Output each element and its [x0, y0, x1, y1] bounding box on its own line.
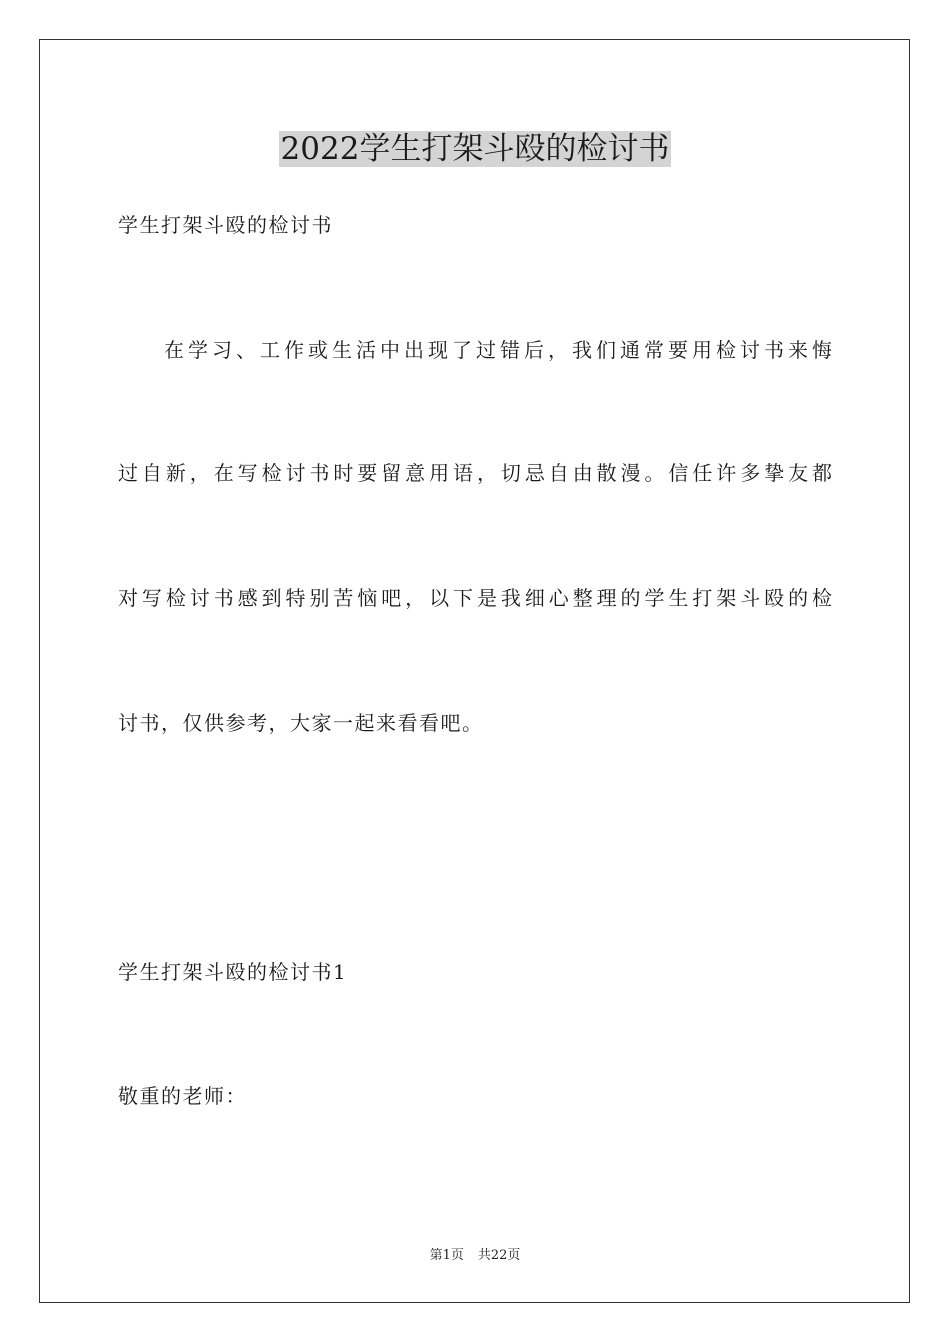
intro-line-3: 对写检讨书感到特别苦恼吧，以下是我细心整理的学生打架斗殴的检: [118, 586, 832, 610]
page-footer: [0, 1246, 950, 1266]
document-title-text: 2022学生打架斗殴的检讨书: [280, 131, 670, 167]
section-heading: 学生打架斗殴的检讨书1: [118, 960, 348, 984]
page-total: 共22页: [477, 1248, 521, 1263]
salutation: 敬重的老师：: [118, 1084, 247, 1108]
intro-line-1: 在学习、工作或生活中出现了过错后，我们通常要用检讨书来悔: [164, 338, 832, 362]
intro-line-4: 讨书，仅供参考，大家一起来看看吧。: [118, 711, 484, 735]
document-subtitle: 学生打架斗殴的检讨书: [118, 213, 333, 237]
page-number: 第1页: [429, 1248, 464, 1263]
document-title: [0, 126, 950, 172]
intro-line-2: 过自新，在写检讨书时要留意用语，切忌自由散漫。信任许多挚友都: [118, 461, 832, 485]
